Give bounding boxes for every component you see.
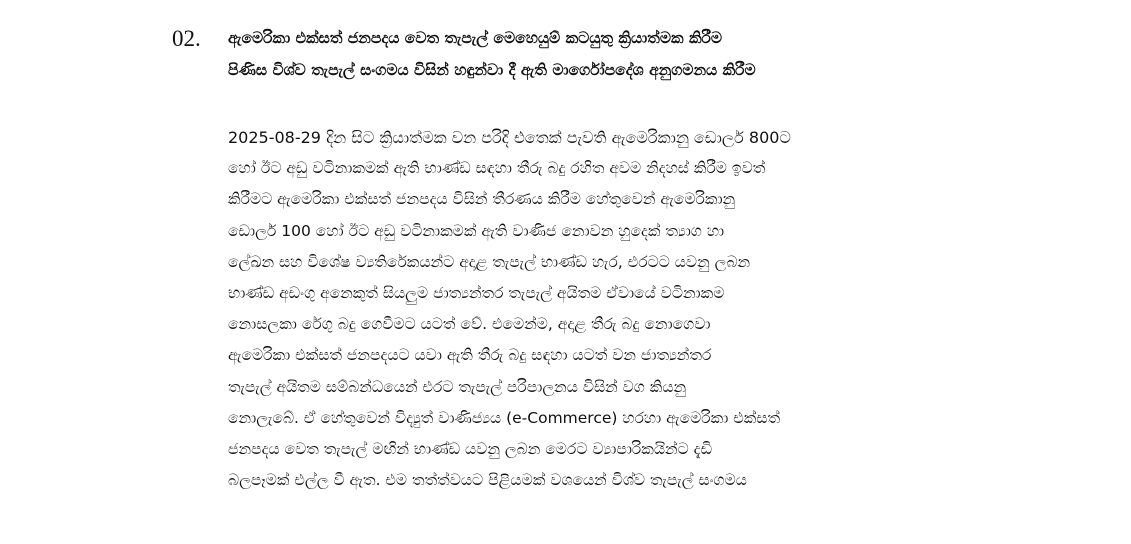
- heading-line: ඇමෙරිකා එක්සත් ජනපදය වෙත තැපැල් මෙහෙයුම් කටයුතු ක්‍රියාත්මක කිරීම: [228, 29, 723, 47]
- body-line: නොසලකා රේගු බදු ගෙවීමට යටත් වේ. එමෙන්ම, අදාළ තීරු බදු නොගෙවා: [228, 315, 711, 334]
- body-line: බලපෑමක් එල්ල වී ඇත. එම තත්ත්වයට පිළියමක් වශයෙන් විශ්ව තැපැල් සංගමය: [228, 471, 747, 490]
- body-line: භාණ්ඩ අඩංගු අනෙකුත් සියලුම ජාත්‍යන්තර තැපැල් අයිතම ඒවායේ වටිනාකම: [228, 283, 725, 302]
- body-line: කිරීමට ඇමෙරිකා එක්සත් ජනපදය විසින් තීරණය කිරීම හේතුවෙන් ඇමෙරිකානු: [228, 190, 736, 209]
- section-number: 02.: [172, 26, 201, 51]
- section-body: [228, 122, 968, 496]
- body-line: ලේඛන සහ විශේෂ ව්‍යතිරේකයන්ට අදාළ තැපැල් භාණ්ඩ හැර, එරටට යවනු ලබන: [228, 252, 751, 271]
- body-line: ඩොලර් 100 හෝ ඊට අඩු වටිනාකමක් ඇති වාණිජ නොවන හුදෙක් ත්‍යාග හා: [228, 221, 725, 240]
- body-line: තැපැල් අයිතම සම්බන්ධයෙන් එරට තැපැල් පරිපාලනය විසින් වග කියනු: [228, 377, 687, 396]
- section-heading: [228, 22, 968, 86]
- body-line: නොලැබේ. ඒ හේතුවෙන් විද්‍යුත් වාණිජ්‍යය (e-Commerce) හරහා ඇමෙරිකා එක්සත්: [228, 408, 781, 427]
- body-line: ජනපදය වෙත තැපැල් මඟින් භාණ්ඩ යවනු ලබන මෙරට ව්‍යාපාරිකයින්ට දැඩි: [228, 439, 713, 458]
- heading-line: පිණිස විශ්ව තැපැල් සංගමය විසින් හඳුන්වා දී ඇති මාර්ගෝපදේශ අනුගමනය කිරීම: [228, 61, 756, 79]
- body-line: හෝ ඊට අඩු වටිනාකමක් ඇති භාණ්ඩ සඳහා තීරු බදු රහිත අවම නිදහස් කිරීම ඉවත්: [228, 159, 766, 178]
- body-line: 2025-08-29 දින සිට ක්‍රියාත්මක වන පරිදි එතෙක් පැවති ඇමෙරිකානු ඩොලර් 800ට: [228, 128, 791, 147]
- body-line: ඇමෙරිකා එක්සත් ජනපදයට යවා ඇති තීරු බදු සඳහා යටත් වන ජාත්‍යන්තර: [228, 346, 712, 365]
